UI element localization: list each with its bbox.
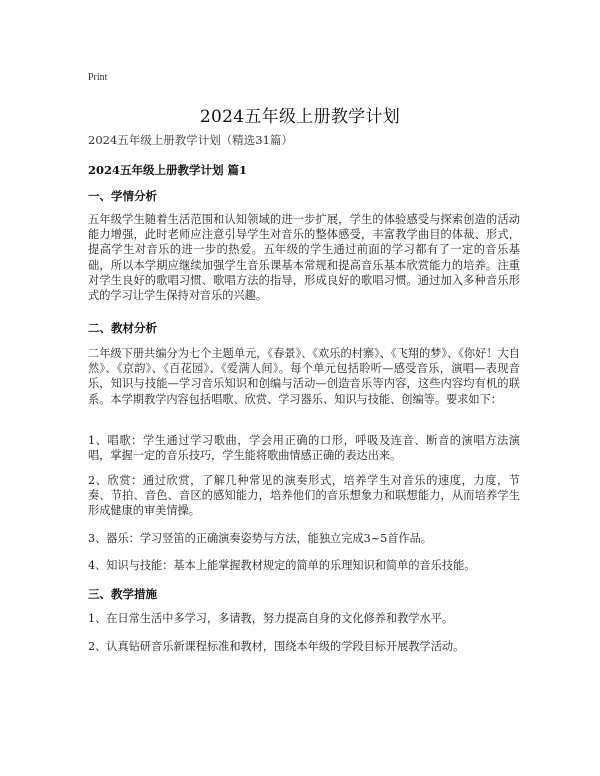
paragraph: 二年级下册共编分为七个主题单元，《春景》、《欢乐的村寨》、《飞翔的梦》、《你好！大自然》、《京韵》、《百花园》、《爱满人间》。每个单元包括聆听—感受音乐，演唱—表现音乐，知识与技能—学习音乐知识和创编与活动—创造音乐等内容，这些内容均有机的联系。本学期教学内容包括唱歌、欣赏、学习器乐、知识与技能、创编等。要求如下： [88,347,520,406]
article-title: 2024五年级上册教学计划 篇1 [88,163,248,177]
paragraph: 2、认真钻研音乐新课程标准和教材，围绕本年级的学段目标开展教学活动。 [88,640,465,653]
section-heading-material-analysis: 二、教材分析 [88,321,157,335]
section-heading-teaching-measures: 三、教学措施 [88,587,157,601]
document-subtitle: 2024五年级上册教学计划（精选31篇） [88,133,293,147]
paragraph: 1、唱歌：学生通过学习歌曲，学会用正确的口形，呼吸及连音、断音的演唱方法演唱，掌握一定的音乐技巧，学生能将歌曲情感正确的表达出来。 [88,434,520,463]
page-title: 2024五年级上册教学计划 [199,107,401,127]
paragraph: 五年级学生随着生活范围和认知领域的进一步扩展，学生的体验感受与探索创造的活动能力增强，此时老师应注意引导学生对音乐的整体感受，丰富教学曲目的体裁、形式，提高学生对音乐的进一步的热爱。五年级的学生通过前面的学习都有了一定的音乐基础，所以本学期应继续加强学生音乐课基本常规和提高音乐基本欣赏能力的培养。注重对学生良好的歌唱习惯、歌唱方法的指导，形成良好的歌唱习惯。通过加入多种音乐形式的学习让学生保持对音乐的兴趣。 [88,213,520,303]
paragraph: 3、器乐：学习竖笛的正确演奏姿势与方法，能独立完成3~5首作品。 [88,532,432,545]
print-link[interactable]: Print [88,72,108,83]
paragraph: 2、欣赏：通过欣赏，了解几种常见的演奏形式，培养学生对音乐的速度，力度，节奏、节拍、音色、音区的感知能力，培养他们的音乐想象力和联想能力，从而培养学生形成健康的审美情操。 [88,474,520,518]
section-heading-learning-analysis: 一、学情分析 [88,189,157,203]
paragraph: 1、在日常生活中多学习，多请教，努力提高自身的文化修养和教学水平。 [88,612,454,625]
paragraph: 4、知识与技能：基本上能掌握教材规定的简单的乐理知识和简单的音乐技能。 [88,559,476,572]
